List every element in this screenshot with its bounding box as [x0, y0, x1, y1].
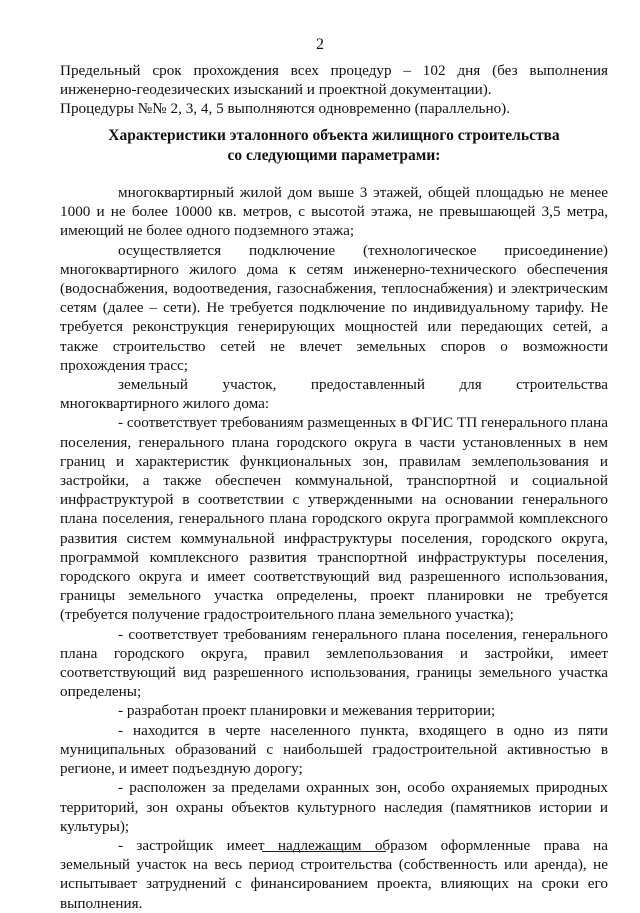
list-item-developer-rights: - застройщик имеет надлежащим образом оформленные права на земельный участок на весь период строительства (собственность или аренда), не испытывает затруднений с финансированием проекта, влияющих на сроки его выполнения.: [60, 836, 608, 912]
paragraph-land-plot: земельный участок, предоставленный для строительства многоквартирного жилого дома:: [60, 376, 608, 413]
list-item-locality: - находится в черте населенного пункта, входящего в одно из пяти муниципальных образований с наибольшей градостроительной активностью в регионе, и имеет подъездную дорогу;: [60, 721, 608, 778]
intro-procedures: Процедуры №№ 2, 3, 4, 5 выполняются одновременно (параллельно).: [60, 100, 511, 118]
paragraph-connection: осуществляется подключение (технологическое присоединение) многоквартирного жилого дома к сетям инженерно-технического обеспечения (водоснабжения, водоотведения, газоснабжения, теплоснабжения) и электрическим сетям (далее – сети). Не требуется подключение по индивидуальному тарифу. Не требуется реконструкция генерирующих мощностей или передающих сетей, а также строительство сетей не влечет земельных споров о возможности прохождения трасс;: [60, 241, 608, 374]
paragraph-building: многоквартирный жилой дом выше 3 этажей, общей площадью не менее 1000 и не более 10000 кв. метров, с высотой этажа, не превышающей 3,5 метра, имеющий не более одного подземного этажа;: [60, 184, 608, 240]
heading-line-1: Характеристики эталонного объекта жилищного строительства: [108, 127, 560, 144]
intro-block: [60, 61, 608, 119]
list-item-protected-zones: - расположен за пределами охранных зон, особо охраняемых природных территорий, зон охраны объектов культурного наследия (памятников истории и культуры);: [60, 779, 608, 835]
page-number: 2: [316, 36, 324, 53]
parameters-block: [60, 183, 608, 913]
section-heading: [60, 126, 608, 166]
heading-line-2: со следующими параметрами:: [227, 147, 441, 164]
list-item-fgis: - соответствует требованиям размещенных в ФГИС ТП генерального плана поселения, генерального плана городского округа в части установленных в нем границ и характеристик функциональных зон, правилам землепользования и застройки, а также обеспечен коммунальной, транспортной и социальной инфраструктурой в соответствии с утвержденными на основании генерального плана поселения, генерального плана городского округа программой комплексного развития систем коммунальной инфраструктуры поселения, городского округа, программой комплексного развития транспортной инфраструктуры поселения, городского округа и имеет соответствующий вид разрешенного использования, границы земельного участка определены, проект планировки не требуется (требуется получение градостроительного плана земельного участка);: [60, 414, 608, 624]
bottom-divider: [262, 851, 386, 852]
list-item-general-plan: - соответствует требованиям генерального плана поселения, генерального плана городского округа, правил землепользования и застройки, имеет соответствующий вид разрешенного использования, границы земельного участка определены;: [60, 625, 608, 701]
intro-deadline: Предельный срок прохождения всех процедур – 102 дня (без выполнения инженерно-геодезических изысканий и проектной документации).: [60, 62, 608, 99]
list-item-planning-project: - разработан проект планировки и межевания территории;: [118, 702, 496, 720]
